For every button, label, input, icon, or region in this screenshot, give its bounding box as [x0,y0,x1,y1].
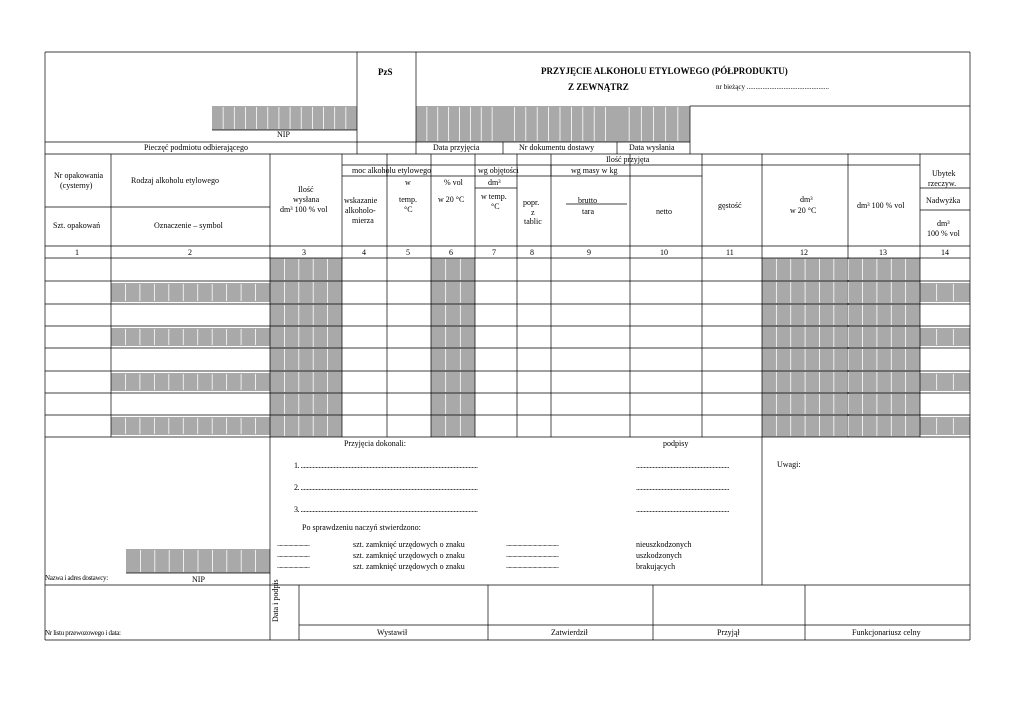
col-number-12: 12 [800,248,808,257]
shaded-box [270,415,342,437]
col-number-10: 10 [660,248,668,257]
shaded-box [920,283,970,302]
shaded-box [762,281,920,304]
col-number-4: 4 [362,248,366,257]
seal-count-3[interactable]: .......................... [277,562,310,570]
seal-mark-2[interactable]: .......................................... [506,551,559,559]
shaded-box [920,417,970,435]
col-moc: moc alkoholu etylowego [352,166,432,175]
col-w-temp-c: °C [491,202,500,211]
stamp-label: Pieczęć podmiotu odbierającego [144,143,248,152]
shaded-box [270,304,342,326]
funkcjonariusz-label: Funkcjonariusz celny [852,628,921,637]
col-number-11: 11 [726,248,734,257]
col-rzeczyw: rzeczyw. [928,179,957,188]
uwagi-label: Uwagi: [777,460,801,469]
shaded-box [270,348,342,371]
col-wyslana: wysłana [293,195,320,204]
col-w: w [405,178,411,187]
status-brakujacych: brakujących [636,562,676,571]
shaded-box [762,371,920,393]
form-code: PzS [378,67,393,77]
col-pct100: 100 % vol [927,229,960,238]
shaded-box [431,393,475,415]
col-z: z [531,208,535,217]
shaded-box [431,415,475,437]
col-nadwyzka: Nadwyżka [926,196,961,205]
col-rodzaj: Rodzaj alkoholu etylowego [131,176,219,185]
col-ilosc: Ilość [298,185,314,194]
col-nr-opakowania: Nr opakowania [54,171,104,180]
signature-line-3[interactable]: .............................................................. [636,505,729,514]
status-uszkodzonych: uszkodzonych [636,551,682,560]
seal-mark-1[interactable]: .......................................... [506,540,559,548]
col-gestosc: gęstość [718,201,742,210]
col-wg-objetosci: wg objętości [478,166,519,175]
signature-line-2[interactable]: .............................................................. [636,483,729,492]
col-wskazanie: wskazanie [344,196,378,205]
form-title: PRZYJĘCIE ALKOHOLU ETYLOWEGO (PÓŁPRODUKTU) [541,66,788,76]
col-number-3: 3 [302,248,306,257]
col-number-6: 6 [449,248,453,257]
col-number-14: 14 [941,248,949,257]
shaded-box [270,258,342,281]
col-number-9: 9 [587,248,591,257]
podpisy-label: podpisy [663,439,689,448]
shaded-box [431,281,475,304]
shaded-box [920,328,970,346]
form-subtitle: Z ZEWNĄTRZ [568,82,629,92]
shaded-box [111,373,270,391]
nip-label-bottom: NIP [192,575,205,584]
col-tablic: tablic [524,217,542,226]
shaded-box [270,281,342,304]
signature-line-1[interactable]: .............................................................. [636,461,729,470]
col-mierza: mierza [352,216,374,225]
nip-label-top: NIP [277,130,290,139]
data-podpis-label: Data i podpis [271,579,280,622]
col-pct-vol: % vol [444,178,463,187]
seal-count-2[interactable]: .......................... [277,551,310,559]
seal-text-1: szt. zamknięć urzędowych o znaku [353,540,465,549]
przyjal-label: Przyjął [717,628,740,637]
col-w-temp: w temp. [481,192,507,201]
shaded-box [762,348,920,371]
col-netto: netto [656,207,672,216]
col-number-1: 1 [75,248,79,257]
col-szt-opakowan: Szt. opakowań [53,221,101,230]
col-popr: popr. [523,198,540,207]
col-w20: w 20 °C [438,195,465,204]
shaded-box [431,258,475,281]
col-tara: tara [582,207,594,216]
seal-text-3: szt. zamknięć urzędowych o znaku [353,562,465,571]
col-deg-c: °C [404,205,413,214]
col-number-7: 7 [492,248,496,257]
col-dm3: dm³ [488,178,501,187]
shaded-box [431,371,475,393]
col-dm3-14: dm³ [937,219,950,228]
shaded-box [111,328,270,346]
shaded-box [270,326,342,348]
col-number-8: 8 [530,248,534,257]
data-wyslania-label: Data wysłania [629,143,675,152]
nr-listu-label: Nr listu przewozowego i data: [45,629,121,637]
shaded-box [762,415,920,437]
col-number-2: 2 [188,248,192,257]
przyjecia-dokonali-label: Przyjęcia dokonali: [344,439,406,448]
col-dm-vol: dm³ 100 % vol [280,205,328,214]
nr-biezacy-field[interactable]: nr bieżący ............................................... [716,83,829,91]
col-ilosc-przyjeta: Ilość przyjęta [606,155,650,164]
seal-text-2: szt. zamknięć urzędowych o znaku [353,551,465,560]
status-nieuszkodzonych: nieuszkodzonych [636,540,692,549]
col-oznaczenie: Oznaczenie – symbol [154,221,223,230]
seal-mark-3[interactable]: .......................................... [506,562,559,570]
col-number-5: 5 [406,248,410,257]
shaded-box [762,326,920,348]
col-number-13: 13 [879,248,887,257]
shaded-box [431,348,475,371]
zatwierdzil-label: Zatwierdził [551,628,588,637]
shaded-box [270,393,342,415]
col-ubytek: Ubytek [932,169,956,178]
shaded-box [111,283,270,302]
shaded-box [212,106,357,130]
col-dm3-12: dm³ [800,195,813,204]
receiver-line-2[interactable]: 2. ...................................................................................................................... [294,483,478,492]
col-dm3-w20: w 20 °C [790,206,817,215]
col-cysterny: (cysterny) [60,181,93,190]
col-temp: temp. [399,195,417,204]
shaded-box [920,373,970,391]
seal-count-1[interactable]: .......................... [277,540,310,548]
shaded-box [762,258,920,281]
shaded-box [431,304,475,326]
shaded-box [431,326,475,348]
receiver-line-1[interactable]: 1. ...................................................................................................................... [294,461,478,470]
shaded-box [762,304,920,326]
col-dm3-100: dm³ 100 % vol [857,201,905,210]
po-sprawdzeniu-label: Po sprawdzeniu naczyń stwierdzono: [302,523,421,532]
wystawil-label: Wystawił [377,628,408,637]
shaded-box [111,417,270,435]
shaded-box [762,393,920,415]
shaded-box [270,371,342,393]
receiver-line-3[interactable]: 3. ...................................................................................................................... [294,505,478,514]
data-przyjecia-label: Data przyjęcia [433,143,480,152]
nr-dokumentu-label: Nr dokumentu dostawy [519,143,595,152]
nazwa-dostawcy-label: Nazwa i adres dostawcy: [45,574,108,582]
col-wg-masy: wg masy w kg [571,166,618,175]
col-brutto: brutto [578,196,598,205]
col-alkoholo: alkoholo- [345,206,376,215]
